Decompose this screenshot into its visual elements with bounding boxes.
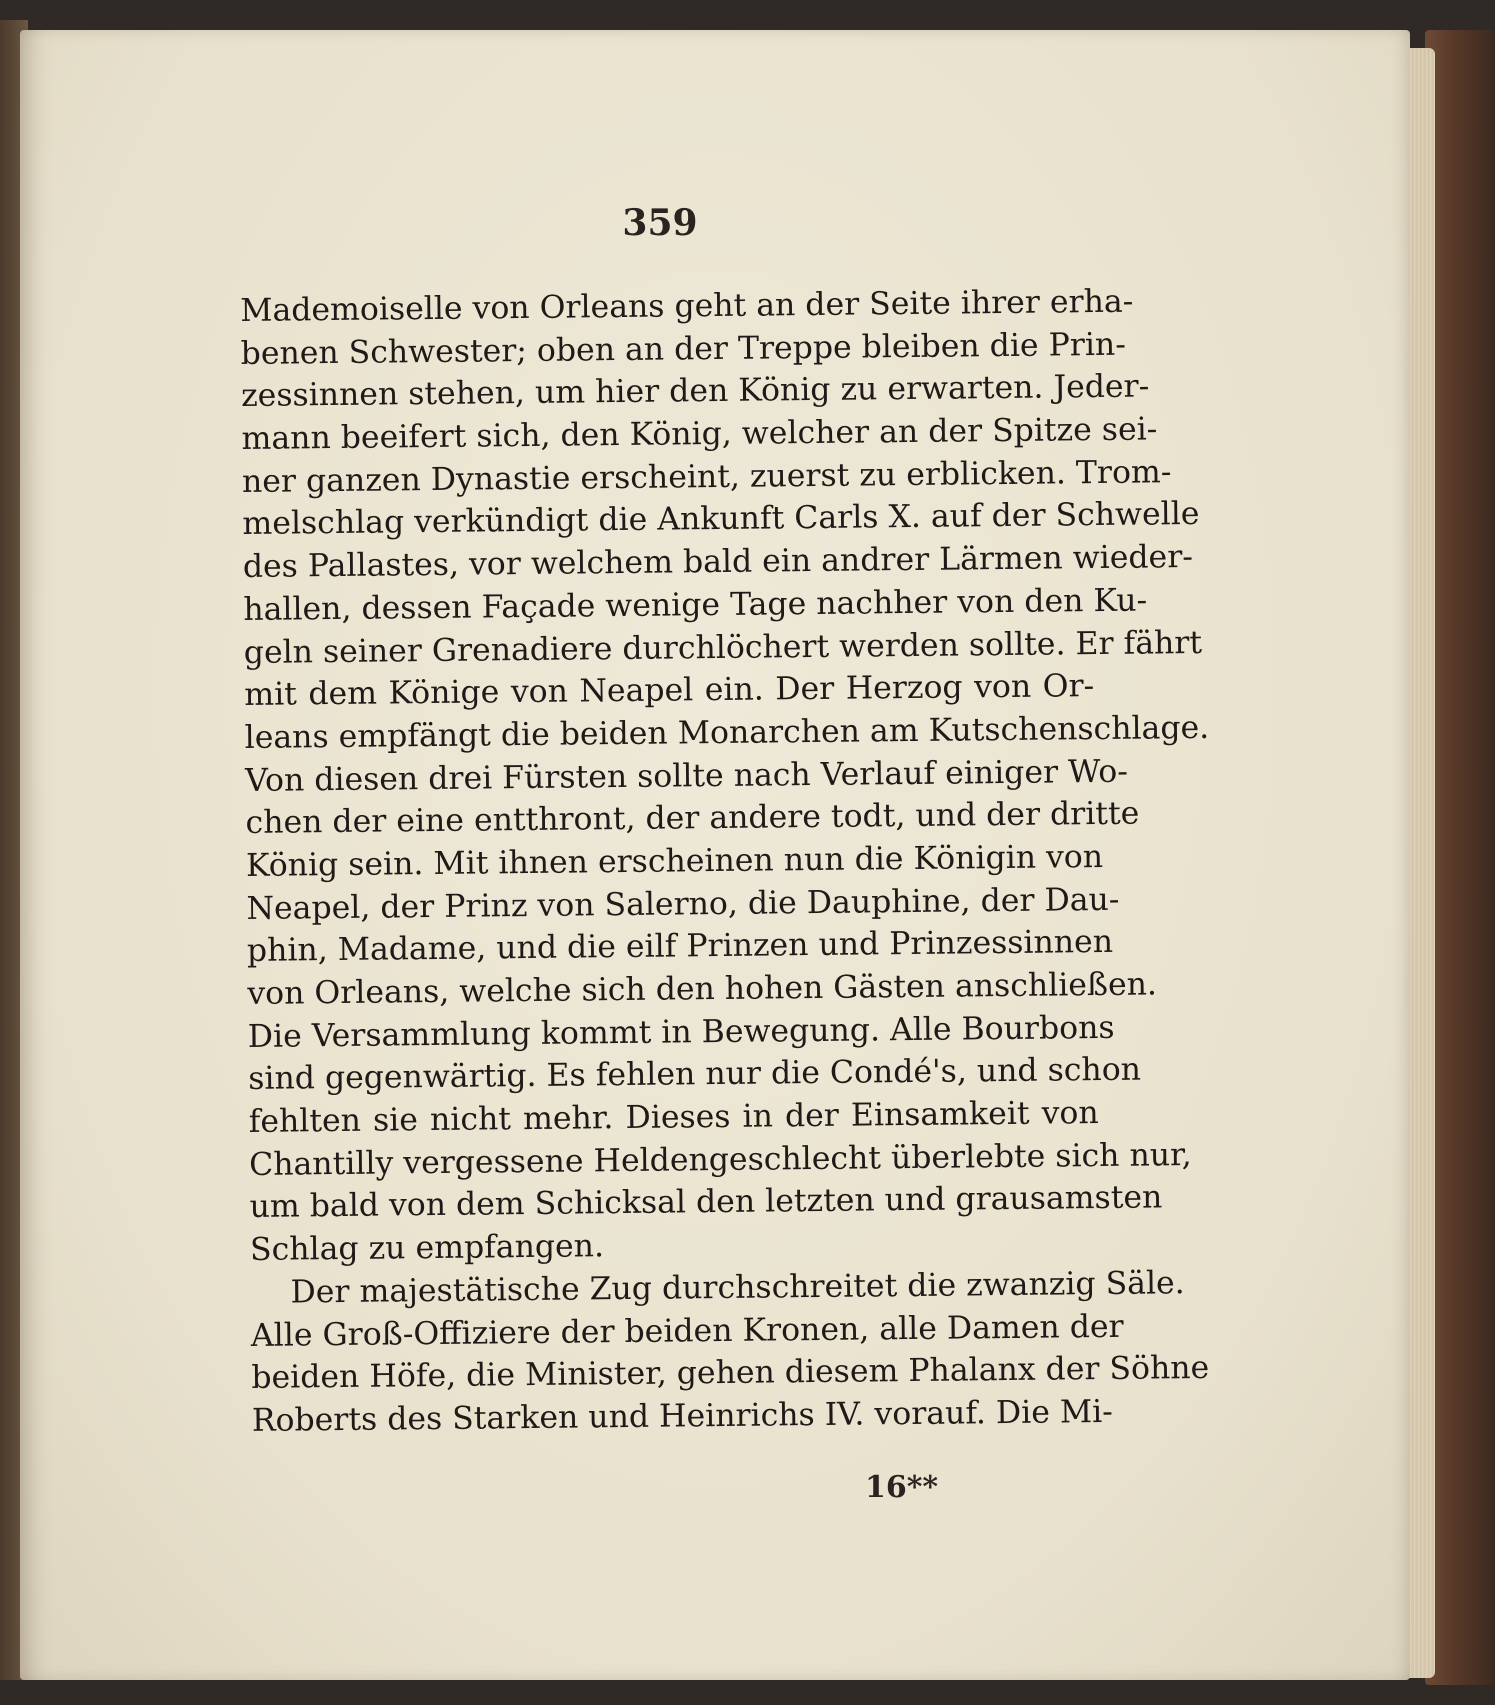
text-line-paragraph-end: Schlag zu empfangen.	[249, 1228, 605, 1269]
text-line: König sein. Mit ihnen erscheinen nun die Königin von	[245, 838, 1104, 884]
text-line: chen der eine entthront, der andere todt, und der dritte	[245, 795, 1140, 842]
text-line: melschlag verkündigt die Ankunft Carls X. auf der Schwelle	[242, 496, 1200, 543]
text-line: mit dem Könige von Neapel ein. Der Herzog von Or-	[244, 668, 1095, 714]
text-line: Alle Groß-Offiziere der beiden Kronen, alle Damen der	[250, 1308, 1124, 1354]
book-cover-right	[1425, 30, 1495, 1685]
text-line: Mademoiselle von Orleans geht an der Seite ihrer erha-	[240, 283, 1134, 329]
text-line: beiden Höfe, die Minister, gehen diesem Phalanx der Söhne	[251, 1350, 1210, 1397]
text-line: Die Versammlung kommt in Bewegung. Alle Bourbons	[247, 1009, 1115, 1055]
body-text	[240, 281, 1210, 1442]
text-line: des Pallastes, vor welchem bald ein andrer Lärmen wieder-	[242, 539, 1194, 586]
text-line: Von diesen drei Fürsten sollte nach Verlauf einiger Wo-	[244, 753, 1129, 799]
signature-mark: 16**	[865, 1470, 939, 1505]
text-line: fehlten sie nicht mehr. Dieses in der Einsamkeit von	[248, 1095, 1099, 1141]
text-line: geln seiner Grenadiere durchlöchert werden sollte. Er fährt	[243, 624, 1203, 671]
book-page	[20, 30, 1410, 1680]
text-line: sind gegenwärtig. Es fehlen nur die Condé's, und schon	[248, 1051, 1142, 1098]
text-line: um bald von dem Schicksal den letzten und grausamsten	[249, 1179, 1163, 1226]
text-line: leans empfängt die beiden Monarchen am Kutschenschlage.	[244, 709, 1210, 756]
text-line: ner ganzen Dynastie erscheint, zuerst zu erblicken. Trom-	[241, 454, 1172, 500]
text-line: mann beeifert sich, den König, welcher an der Spitze sei-	[241, 411, 1158, 458]
text-line: Neapel, der Prinz von Salerno, die Dauphine, der Dau-	[246, 881, 1120, 927]
text-line-paragraph-start: Der majestätische Zug durchschreitet die zwanzig Säle.	[250, 1264, 1185, 1311]
page-number: 359	[622, 202, 698, 244]
page-edges	[1407, 48, 1435, 1678]
text-line: Chantilly vergessene Heldengeschlecht überlebte sich nur,	[248, 1136, 1192, 1183]
text-line: Roberts des Starken und Heinrichs IV. vorauf. Die Mi-	[251, 1393, 1114, 1439]
text-line: von Orleans, welche sich den hohen Gästen anschließen.	[247, 966, 1158, 1012]
text-line: hallen, dessen Façade wenige Tage nachher von den Ku-	[243, 582, 1148, 628]
text-line: benen Schwester; oben an der Treppe bleiben die Prin-	[240, 326, 1127, 372]
text-line: zessinnen stehen, um hier den König zu erwarten. Jeder-	[240, 368, 1150, 415]
text-line: phin, Madame, und die eilf Prinzen und Prinzessinnen	[246, 924, 1114, 970]
